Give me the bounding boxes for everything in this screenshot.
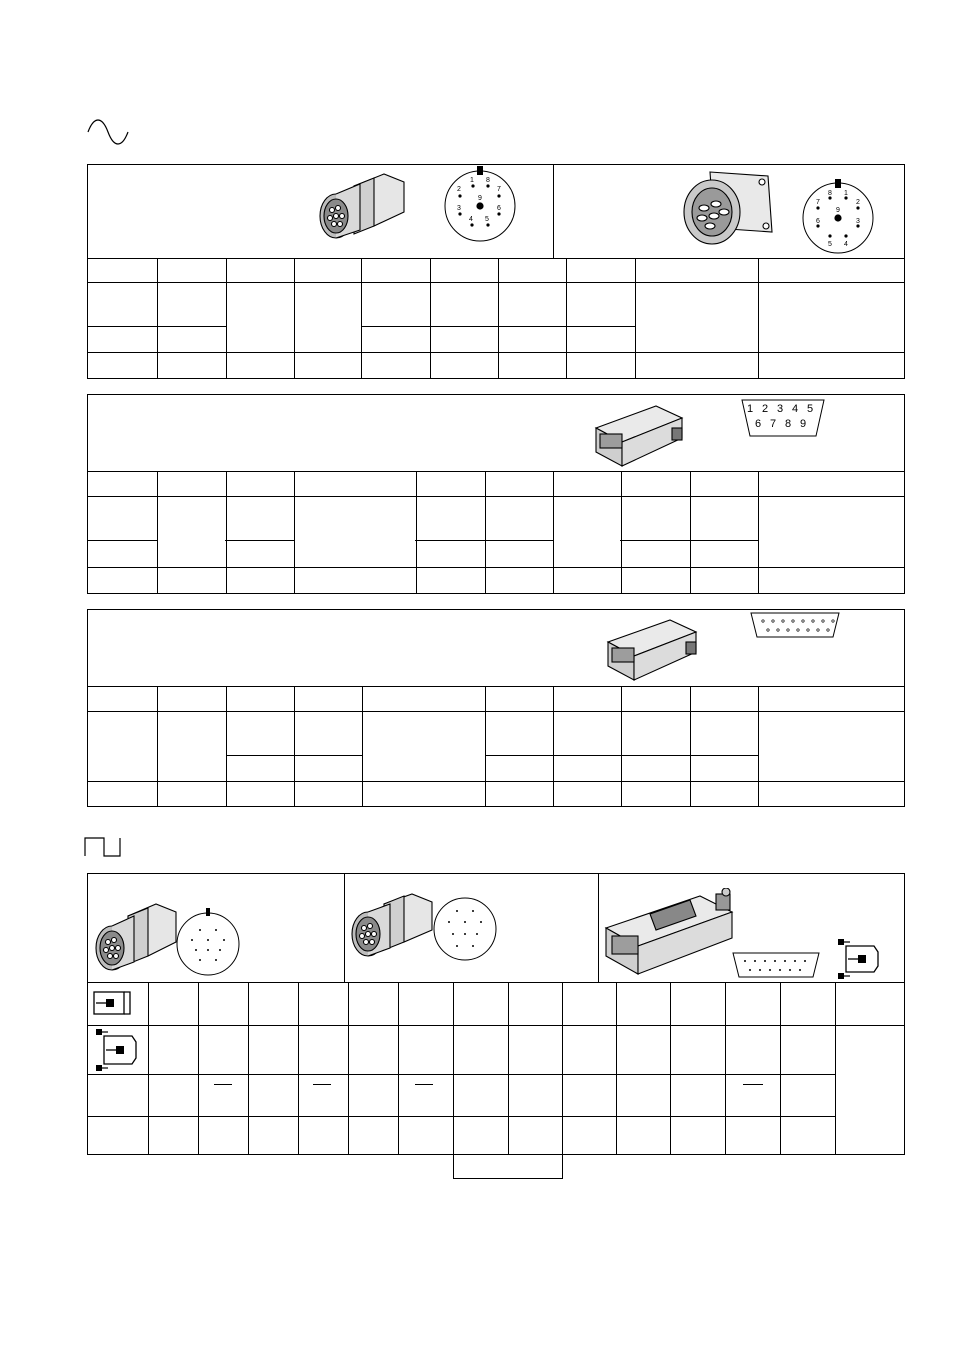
dsub9-pin-face [738, 396, 828, 440]
pin-label: 5 [485, 216, 489, 223]
overline-mark [743, 1084, 763, 1085]
digital-dsub-pin-face [730, 950, 822, 980]
round-plug-pin-face [440, 164, 524, 248]
pin-label: 8 [828, 190, 832, 197]
pin-label: 2 [762, 403, 769, 415]
sine-wave-icon [86, 118, 132, 146]
pin-label: 1 [844, 190, 848, 197]
overline-mark [415, 1084, 433, 1085]
round-socket-pin-face [798, 178, 882, 260]
pin-label: 8 [486, 177, 490, 184]
socket-direction-icon [836, 938, 882, 980]
pin-label: 2 [856, 199, 860, 206]
digital-round-plug-pin-face [174, 906, 244, 978]
round-connector-plug-image [314, 168, 410, 248]
overline-mark [313, 1084, 331, 1085]
pin-label: 9 [836, 207, 840, 214]
dsub15-connector-image [600, 612, 700, 684]
pin-label: 8 [785, 418, 792, 430]
pin-label: 5 [828, 241, 832, 248]
digital-round-plug-image [92, 900, 178, 976]
round-flange-socket-image [680, 166, 776, 252]
pin-label: 7 [816, 199, 820, 206]
dsub15-pin-face [748, 610, 842, 640]
pin-label: 3 [457, 205, 461, 212]
pin-label: 9 [478, 195, 482, 202]
square-wave-icon [84, 836, 126, 858]
pin-label: 1 [747, 403, 754, 415]
pin-label: 6 [755, 418, 762, 430]
pin-label: 9 [800, 418, 807, 430]
pin-label: 4 [792, 403, 799, 415]
pin-label: 1 [470, 177, 474, 184]
overline-mark [214, 1084, 232, 1085]
pin-label: 6 [816, 218, 820, 225]
pin-label: 6 [497, 205, 501, 212]
pin-label: 3 [856, 218, 860, 225]
socket-direction-icon [94, 1028, 140, 1072]
digital-round-coupling-image [346, 890, 436, 962]
pin-label: 2 [457, 186, 461, 193]
pin-label: 3 [777, 403, 784, 415]
pin-label: 4 [844, 241, 848, 248]
digital-round-coupling-pin-face [430, 894, 500, 964]
dsub9-connector-image [586, 398, 686, 470]
plug-direction-icon [92, 988, 136, 1018]
pin-label: 7 [497, 186, 501, 193]
digital-dsub-connector-image [600, 888, 742, 980]
pin-label: 5 [807, 403, 814, 415]
pin-label: 4 [469, 216, 473, 223]
pin-label: 7 [770, 418, 777, 430]
